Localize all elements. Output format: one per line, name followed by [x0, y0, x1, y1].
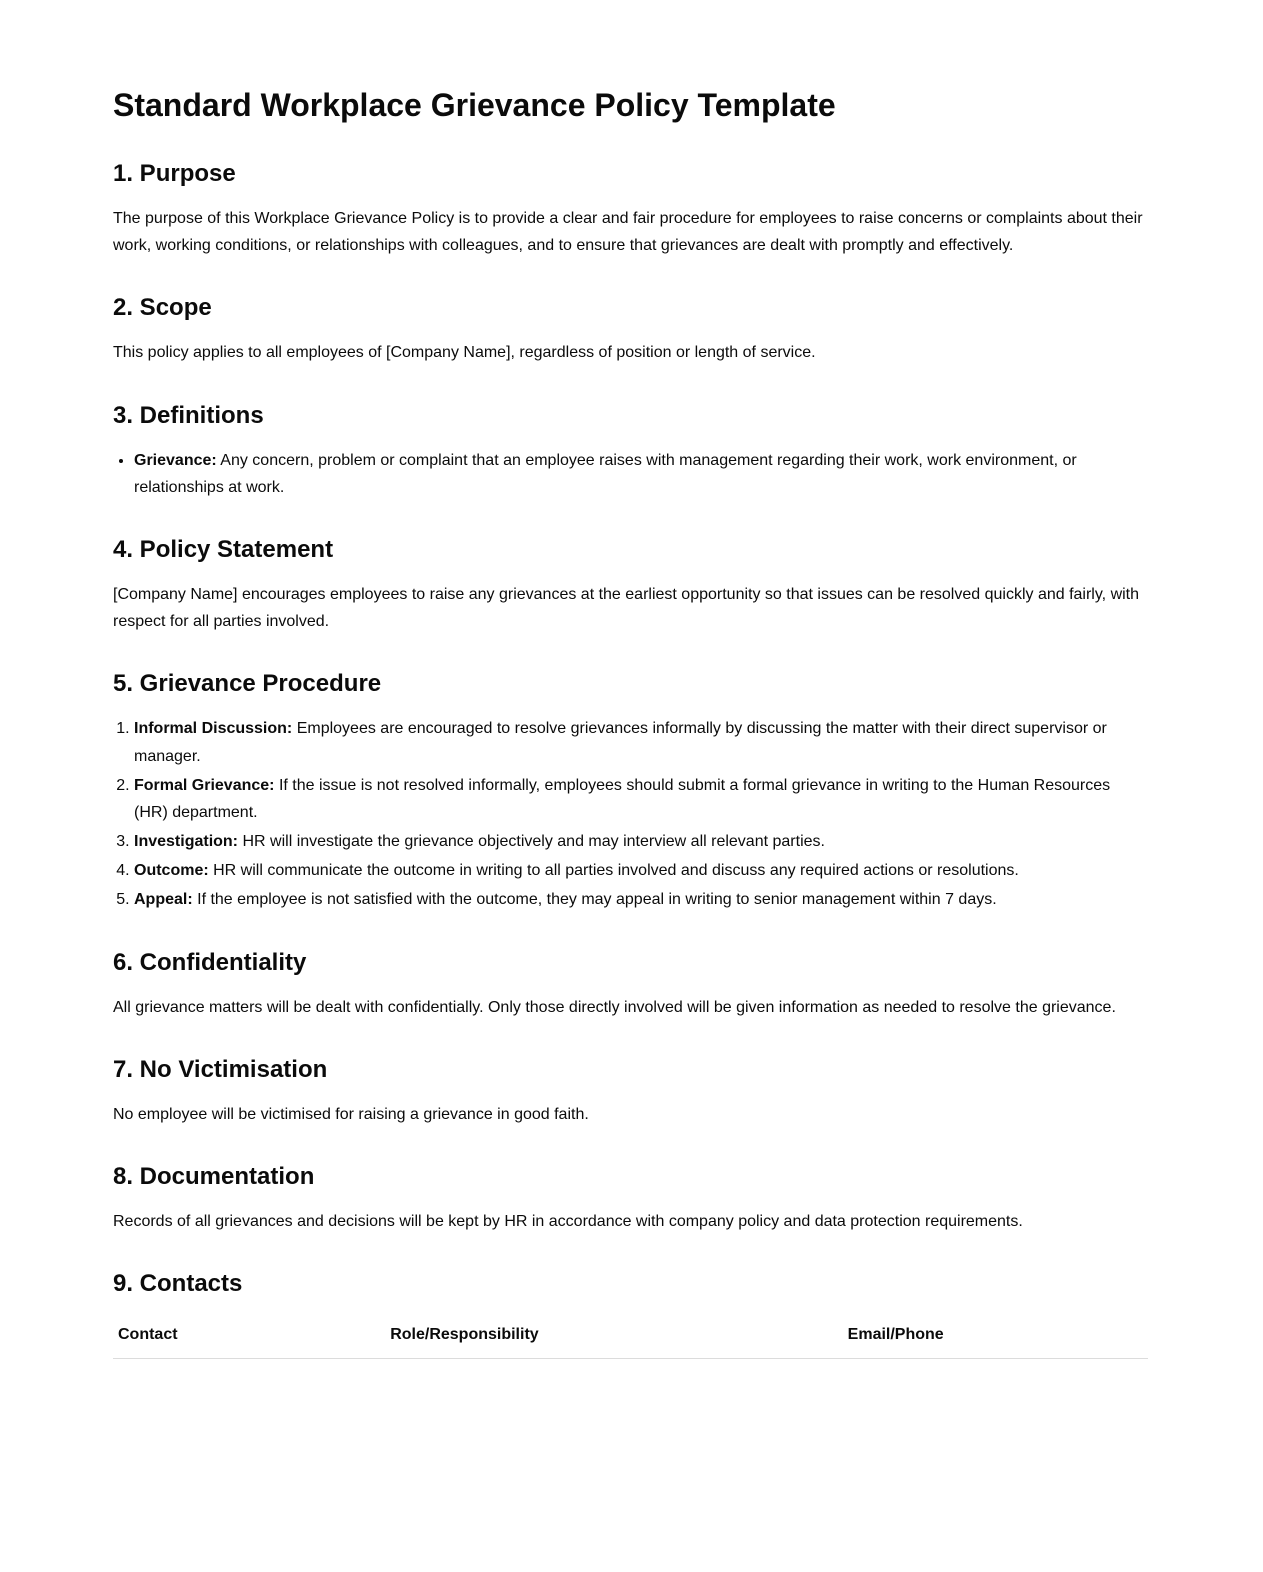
list-item: [134, 857, 1148, 884]
section-heading: 9. Contacts: [113, 1270, 243, 1298]
list-item-text: HR will investigate the grievance objectively and may interview all relevant parties.: [242, 833, 825, 851]
section-heading: 5. Grievance Procedure: [113, 670, 382, 698]
paragraph: [Company Name] encourages employees to raise any grievances at the earliest opportunity so that issues can be resolved quickly and fairly, with respect for all parties involved.: [113, 585, 1140, 631]
document-title: Standard Workplace Grievance Policy Template: [113, 87, 836, 123]
section-heading: 7. No Victimisation: [113, 1055, 328, 1083]
list-item-text: Any concern, problem or complaint that an employee raises with management regarding their work, work environment, or relationships at work.: [134, 451, 1077, 496]
section-heading: 6. Confidentiality: [113, 948, 307, 976]
list-item: [134, 828, 1148, 855]
section-heading: 3. Definitions: [113, 401, 264, 429]
table-header-cell: Contact: [113, 1317, 385, 1359]
table-header-cell: Email/Phone: [843, 1317, 1148, 1359]
table-header-row: [113, 1317, 1148, 1359]
list-item: [134, 772, 1148, 826]
section-heading: 8. Documentation: [113, 1163, 315, 1190]
paragraph: Records of all grievances and decisions will be kept by HR in accordance with company policy and data protection requirements.: [113, 1213, 1023, 1230]
bullet-list: [113, 447, 1148, 501]
section-heading: 4. Policy Statement: [113, 535, 334, 563]
list-item: [134, 715, 1148, 769]
section-heading: 2. Scope: [113, 294, 212, 322]
list-item: [134, 447, 1148, 501]
paragraph: The purpose of this Workplace Grievance Policy is to provide a clear and fair procedure for employees to raise concerns or complaints about their work, working conditions, or relationships with colleagues, and to ensure that grievances are dealt with promptly and effectively.: [113, 210, 1143, 255]
list-item-term: Investigation:: [134, 833, 239, 851]
list-item: [134, 886, 1148, 913]
section-heading: 1. Purpose: [113, 160, 236, 187]
paragraph: All grievance matters will be dealt with confidentially. Only those directly involved will be given information as needed to resolve the grievance.: [113, 998, 1116, 1016]
table-header-cell: Role/Responsibility: [385, 1317, 842, 1359]
list-item-term: Informal Discussion:: [134, 720, 293, 738]
list-item-text: Employees are encouraged to resolve grievances informally by discussing the matter with their direct supervisor or manager.: [134, 720, 1107, 765]
list-item-term: Formal Grievance:: [134, 776, 275, 794]
paragraph: No employee will be victimised for raising a grievance in good faith.: [113, 1105, 589, 1123]
document-sections: [113, 159, 1148, 1359]
contacts-table: [113, 1317, 1148, 1359]
list-item-text: HR will communicate the outcome in writing to all parties involved and discuss any required actions or resolutions.: [213, 862, 1019, 880]
list-item-text: If the issue is not resolved informally, employees should submit a formal grievance in writing to the Human Resources (HR) department.: [134, 776, 1111, 821]
list-item-term: Outcome:: [134, 862, 209, 880]
numbered-list: [113, 715, 1148, 913]
paragraph: This policy applies to all employees of [Company Name], regardless of position or length of service.: [113, 344, 816, 362]
list-item-term: Grievance:: [134, 451, 217, 469]
list-item-term: Appeal:: [134, 891, 193, 909]
list-item-text: If the employee is not satisfied with the outcome, they may appeal in writing to senior management within 7 days.: [197, 891, 997, 909]
